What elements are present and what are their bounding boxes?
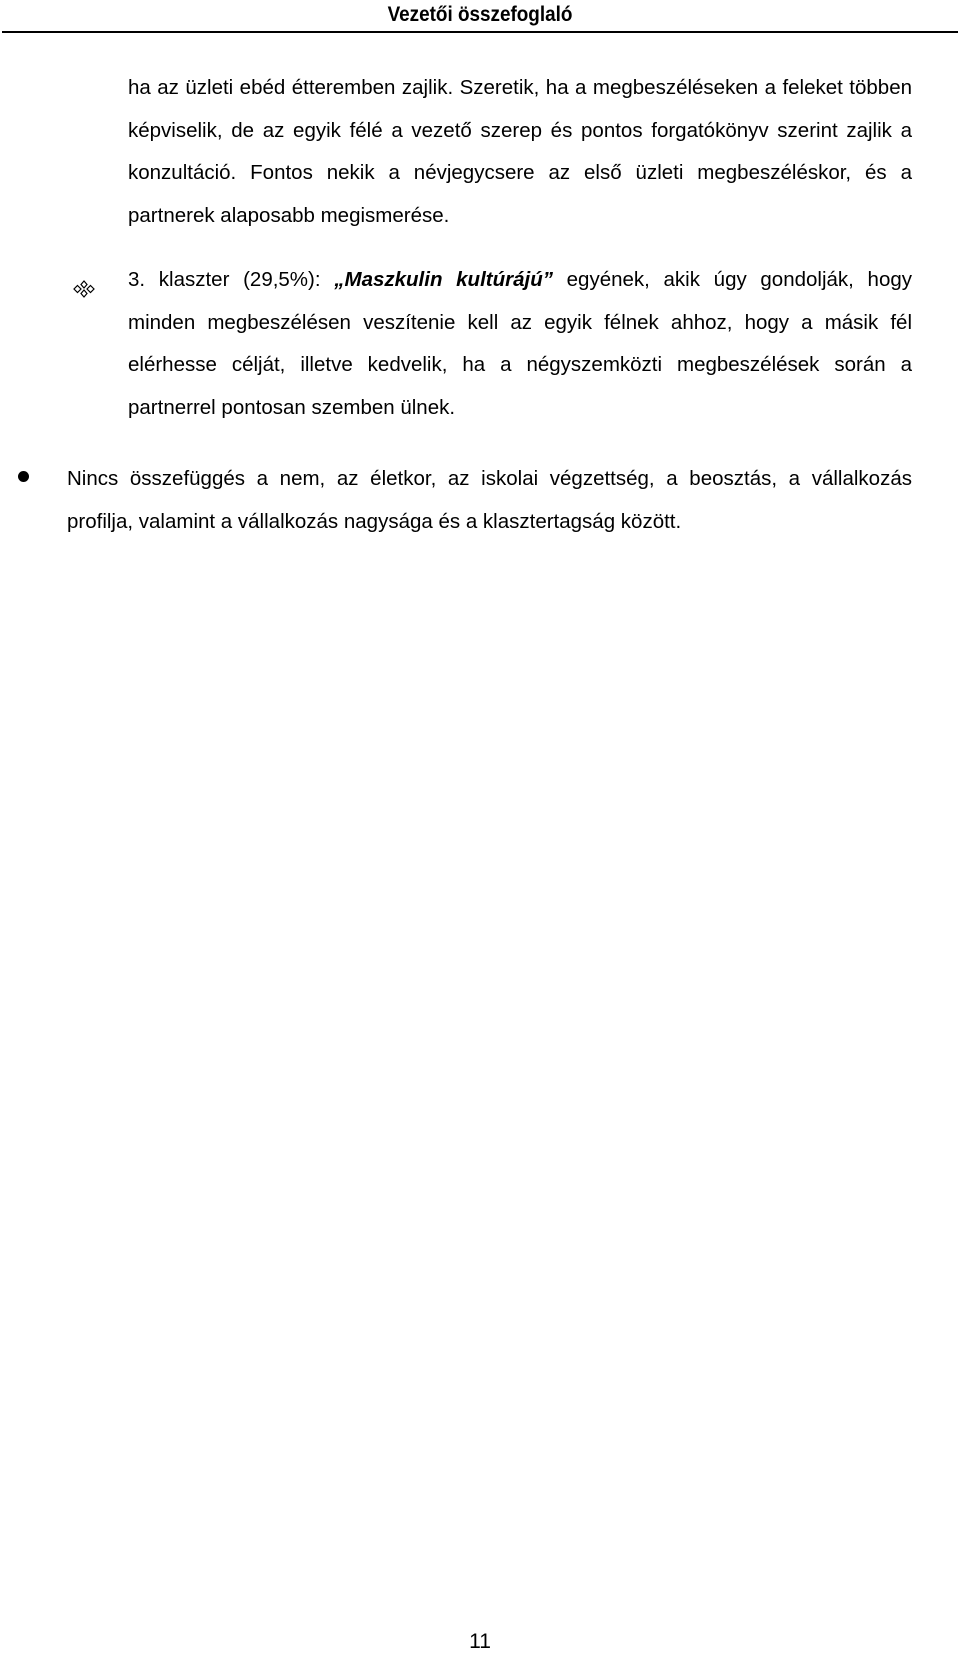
- diamond-bullet-icon: [73, 271, 95, 289]
- continuation-paragraph: ha az üzleti ebéd étteremben zajlik. Szeretik, ha a megbeszéléseken a feleket többen képviselik, de az egyik félé a vezető szerep és pontos forgatókönyv szerint zajlik a konzultáció. Fontos nekik a névjegycsere az első üzleti megbeszéléskor, és a partnerek alaposabb megismerése.: [128, 76, 912, 227]
- page-number: 11: [469, 1630, 491, 1653]
- round-bullet-icon: [18, 471, 29, 482]
- page-header: [0, 0, 960, 35]
- cluster-item: [128, 259, 912, 429]
- cluster-emphasis: „Maszkulin kultúrájú”: [334, 268, 553, 291]
- header-rule: [2, 31, 958, 33]
- header-title: Vezetői összefoglaló: [387, 3, 573, 26]
- cluster-description: egyének, akik úgy gondolják, hogy minden megbeszélésen veszítenie kell az egyik félnek ahhoz, hogy a másik fél elérhesse célját, illetve kedvelik, ha a négyszemközti megbeszélések során a partnerrel pontosan szemben ülnek.: [128, 268, 912, 419]
- bullet-item: Nincs összefüggés a nem, az életkor, az iskolai végzettség, a beosztás, a vállalkozás profilja, valamint a vállalkozás nagysága és a klasztertagság között.: [67, 467, 912, 533]
- cluster-lead: 3. klaszter (29,5%):: [128, 268, 335, 291]
